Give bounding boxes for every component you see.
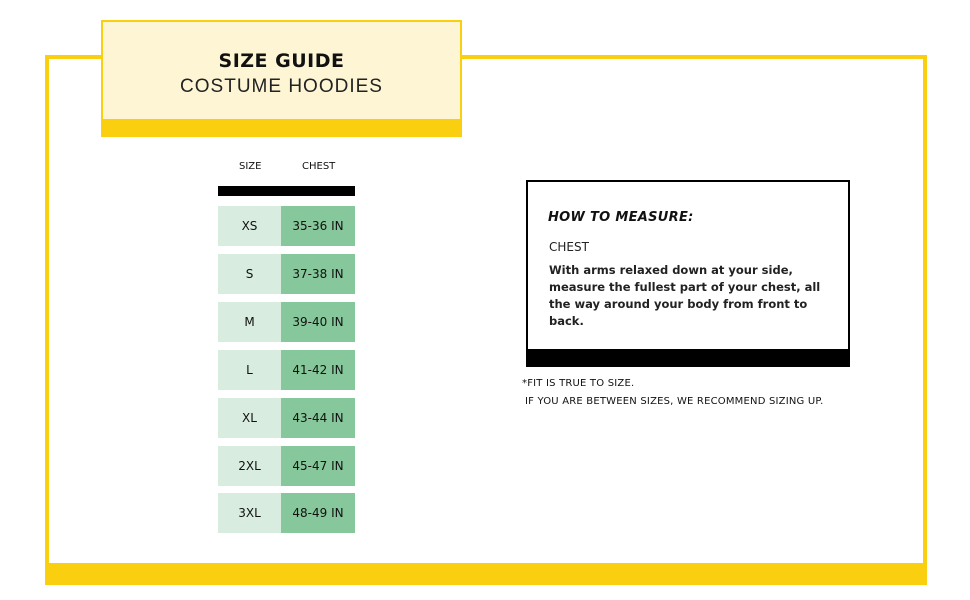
size-cell: 2XL — [218, 446, 281, 486]
how-to-measure-box — [526, 180, 850, 367]
measure-instructions: With arms relaxed down at your side, measure the fullest part of your chest, all the way around your body from front to back. — [549, 263, 821, 328]
size-cell: 3XL — [218, 493, 281, 533]
size-cell: L — [218, 350, 281, 390]
measure-box-bar — [528, 349, 848, 365]
table-row — [218, 206, 355, 246]
table-row — [218, 493, 355, 533]
table-header-bar — [218, 186, 355, 196]
size-cell: XS — [218, 206, 281, 246]
table-row — [218, 302, 355, 342]
bottom-accent-bar — [45, 563, 927, 585]
table-row — [218, 446, 355, 486]
page-title: SIZE GUIDE — [218, 50, 345, 72]
chest-cell: 37-38 IN — [281, 254, 355, 294]
chest-cell: 48-49 IN — [281, 493, 355, 533]
sizing-note: IF YOU ARE BETWEEN SIZES, WE RECOMMEND SIZING UP. — [525, 396, 824, 407]
column-header-size: SIZE — [239, 161, 262, 172]
size-cell: S — [218, 254, 281, 294]
table-row — [218, 350, 355, 390]
measure-label: CHEST — [549, 240, 589, 254]
title-box — [101, 20, 462, 119]
measure-title: HOW TO MEASURE: — [548, 210, 694, 225]
table-row — [218, 398, 355, 438]
chest-cell: 43-44 IN — [281, 398, 355, 438]
chest-cell: 45-47 IN — [281, 446, 355, 486]
chest-cell: 39-40 IN — [281, 302, 355, 342]
fit-note: *FIT IS TRUE TO SIZE. — [522, 378, 635, 389]
chest-cell: 35-36 IN — [281, 206, 355, 246]
table-row — [218, 254, 355, 294]
title-accent-bar — [101, 119, 462, 137]
chest-cell: 41-42 IN — [281, 350, 355, 390]
size-cell: XL — [218, 398, 281, 438]
size-cell: M — [218, 302, 281, 342]
page-subtitle: COSTUME HOODIES — [180, 76, 383, 97]
column-header-chest: CHEST — [302, 161, 336, 172]
